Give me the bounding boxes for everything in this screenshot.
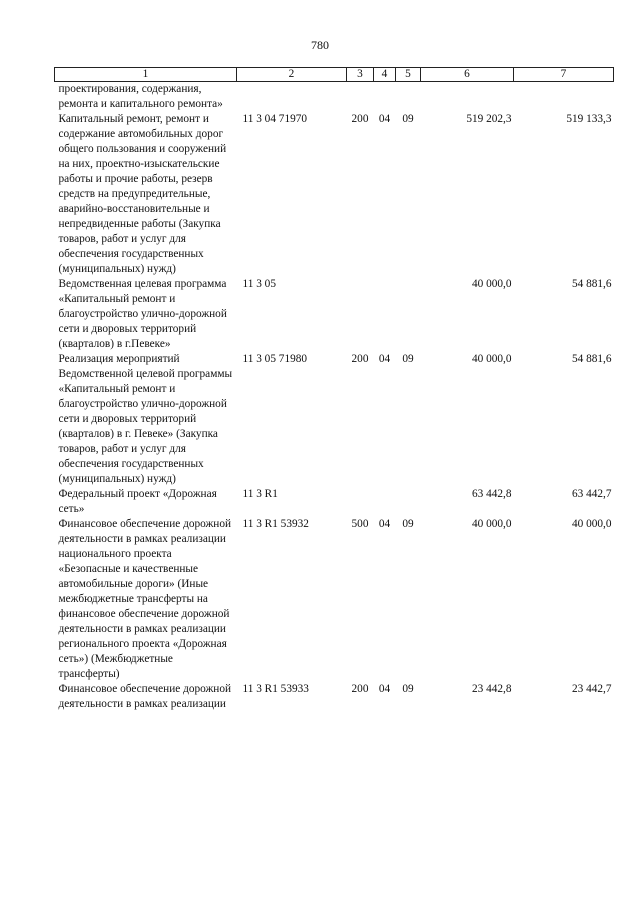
table-row [55,487,614,517]
row-amount-2 [514,82,614,113]
row-code: 11 3 R1 53932 [242,518,309,530]
table-row [55,112,614,277]
table-row [55,352,614,487]
row-section [374,82,396,113]
row-name: Финансовое обеспечение дорожной деятельности в рамках реализации национального проекта «Безопасные и качественные автомобильные дороги» (Иные межбюджетные трансферты на финансовое обеспечение дорожной деятельности в рамках реализации регионального проекта «Дорожная сеть») (Межбюджетные трансферты) [58,518,232,680]
row-amount-1: 519 202,3 [466,113,512,125]
row-name: Реализация мероприятий Ведомственной целевой программы «Капитальный ремонт и благоустройство улично-дорожной сети и дворовых территорий (кварталов) в г. Певеке» (Закупка товаров, работ и услуг для обеспечения государственных (муниципальных) нужд) [58,353,233,485]
row-section: 04 [378,518,391,530]
header-col-5: 5 [396,68,421,82]
row-amount-1: 23 442,8 [471,683,512,695]
row-subsection: 09 [402,113,414,125]
row-amount-1 [421,82,514,113]
row-subsection: 09 [402,683,414,695]
row-code [237,82,347,113]
table-row [55,682,614,712]
row-amount-2: 54 881,6 [571,278,612,290]
row-expense-type: 200 [351,113,369,125]
row-name: проектирования, содержания, ремонта и капитального ремонта» [58,83,223,110]
table-header [55,68,614,82]
header-col-3: 3 [347,68,374,82]
table-row [55,517,614,682]
row-section [374,487,396,517]
row-section: 04 [378,113,391,125]
row-amount-2: 519 133,3 [566,113,612,125]
row-code: 11 3 R1 [242,488,278,500]
row-expense-type: 500 [351,518,369,530]
row-amount-1: 40 000,0 [471,278,512,290]
row-expense-type [347,277,374,352]
row-code: 11 3 R1 53933 [242,683,309,695]
row-amount-2: 54 881,6 [571,353,612,365]
row-expense-type [347,487,374,517]
row-amount-2: 63 442,7 [571,488,612,500]
row-amount-2: 23 442,7 [571,683,612,695]
row-subsection [396,82,421,113]
budget-table [54,67,614,712]
row-name: Ведомственная целевая программа «Капитальный ремонт и благоустройство улично-дорожной сети и дворовых территорий (кварталов) в г.Певеке» [58,278,227,350]
header-col-4: 4 [374,68,396,82]
row-subsection: 09 [402,518,414,530]
header-col-1: 1 [55,68,237,82]
table-row [55,277,614,352]
table-body [55,82,614,713]
row-amount-1: 63 442,8 [471,488,512,500]
row-name: Федеральный проект «Дорожная сеть» [58,488,217,515]
row-subsection [396,277,421,352]
row-expense-type: 200 [351,353,369,365]
row-code: 11 3 04 71970 [242,113,308,125]
row-section: 04 [378,683,391,695]
row-section: 04 [378,353,391,365]
row-amount-2: 40 000,0 [571,518,612,530]
row-code: 11 3 05 [242,278,276,290]
header-col-2: 2 [237,68,347,82]
row-name: Финансовое обеспечение дорожной деятельности в рамках реализации [58,683,232,710]
row-subsection: 09 [402,353,414,365]
row-name: Капитальный ремонт, ремонт и содержание автомобильных дорог общего пользования и сооружений на них, проектно-изыскательские работы и прочие работы, резерв средств на предупредительные, аварийно-восстановительные и непредвиденные работы (Закупка товаров, работ и услуг для обеспечения государственных (муниципальных) нужд) [58,113,227,275]
header-col-7: 7 [514,68,614,82]
row-amount-1: 40 000,0 [471,518,512,530]
row-code: 11 3 05 71980 [242,353,308,365]
table-row [55,82,614,113]
header-col-6: 6 [421,68,514,82]
page-number: 780 [311,38,329,52]
row-subsection [396,487,421,517]
row-section [374,277,396,352]
row-expense-type [347,82,374,113]
row-expense-type: 200 [351,683,369,695]
row-amount-1: 40 000,0 [471,353,512,365]
